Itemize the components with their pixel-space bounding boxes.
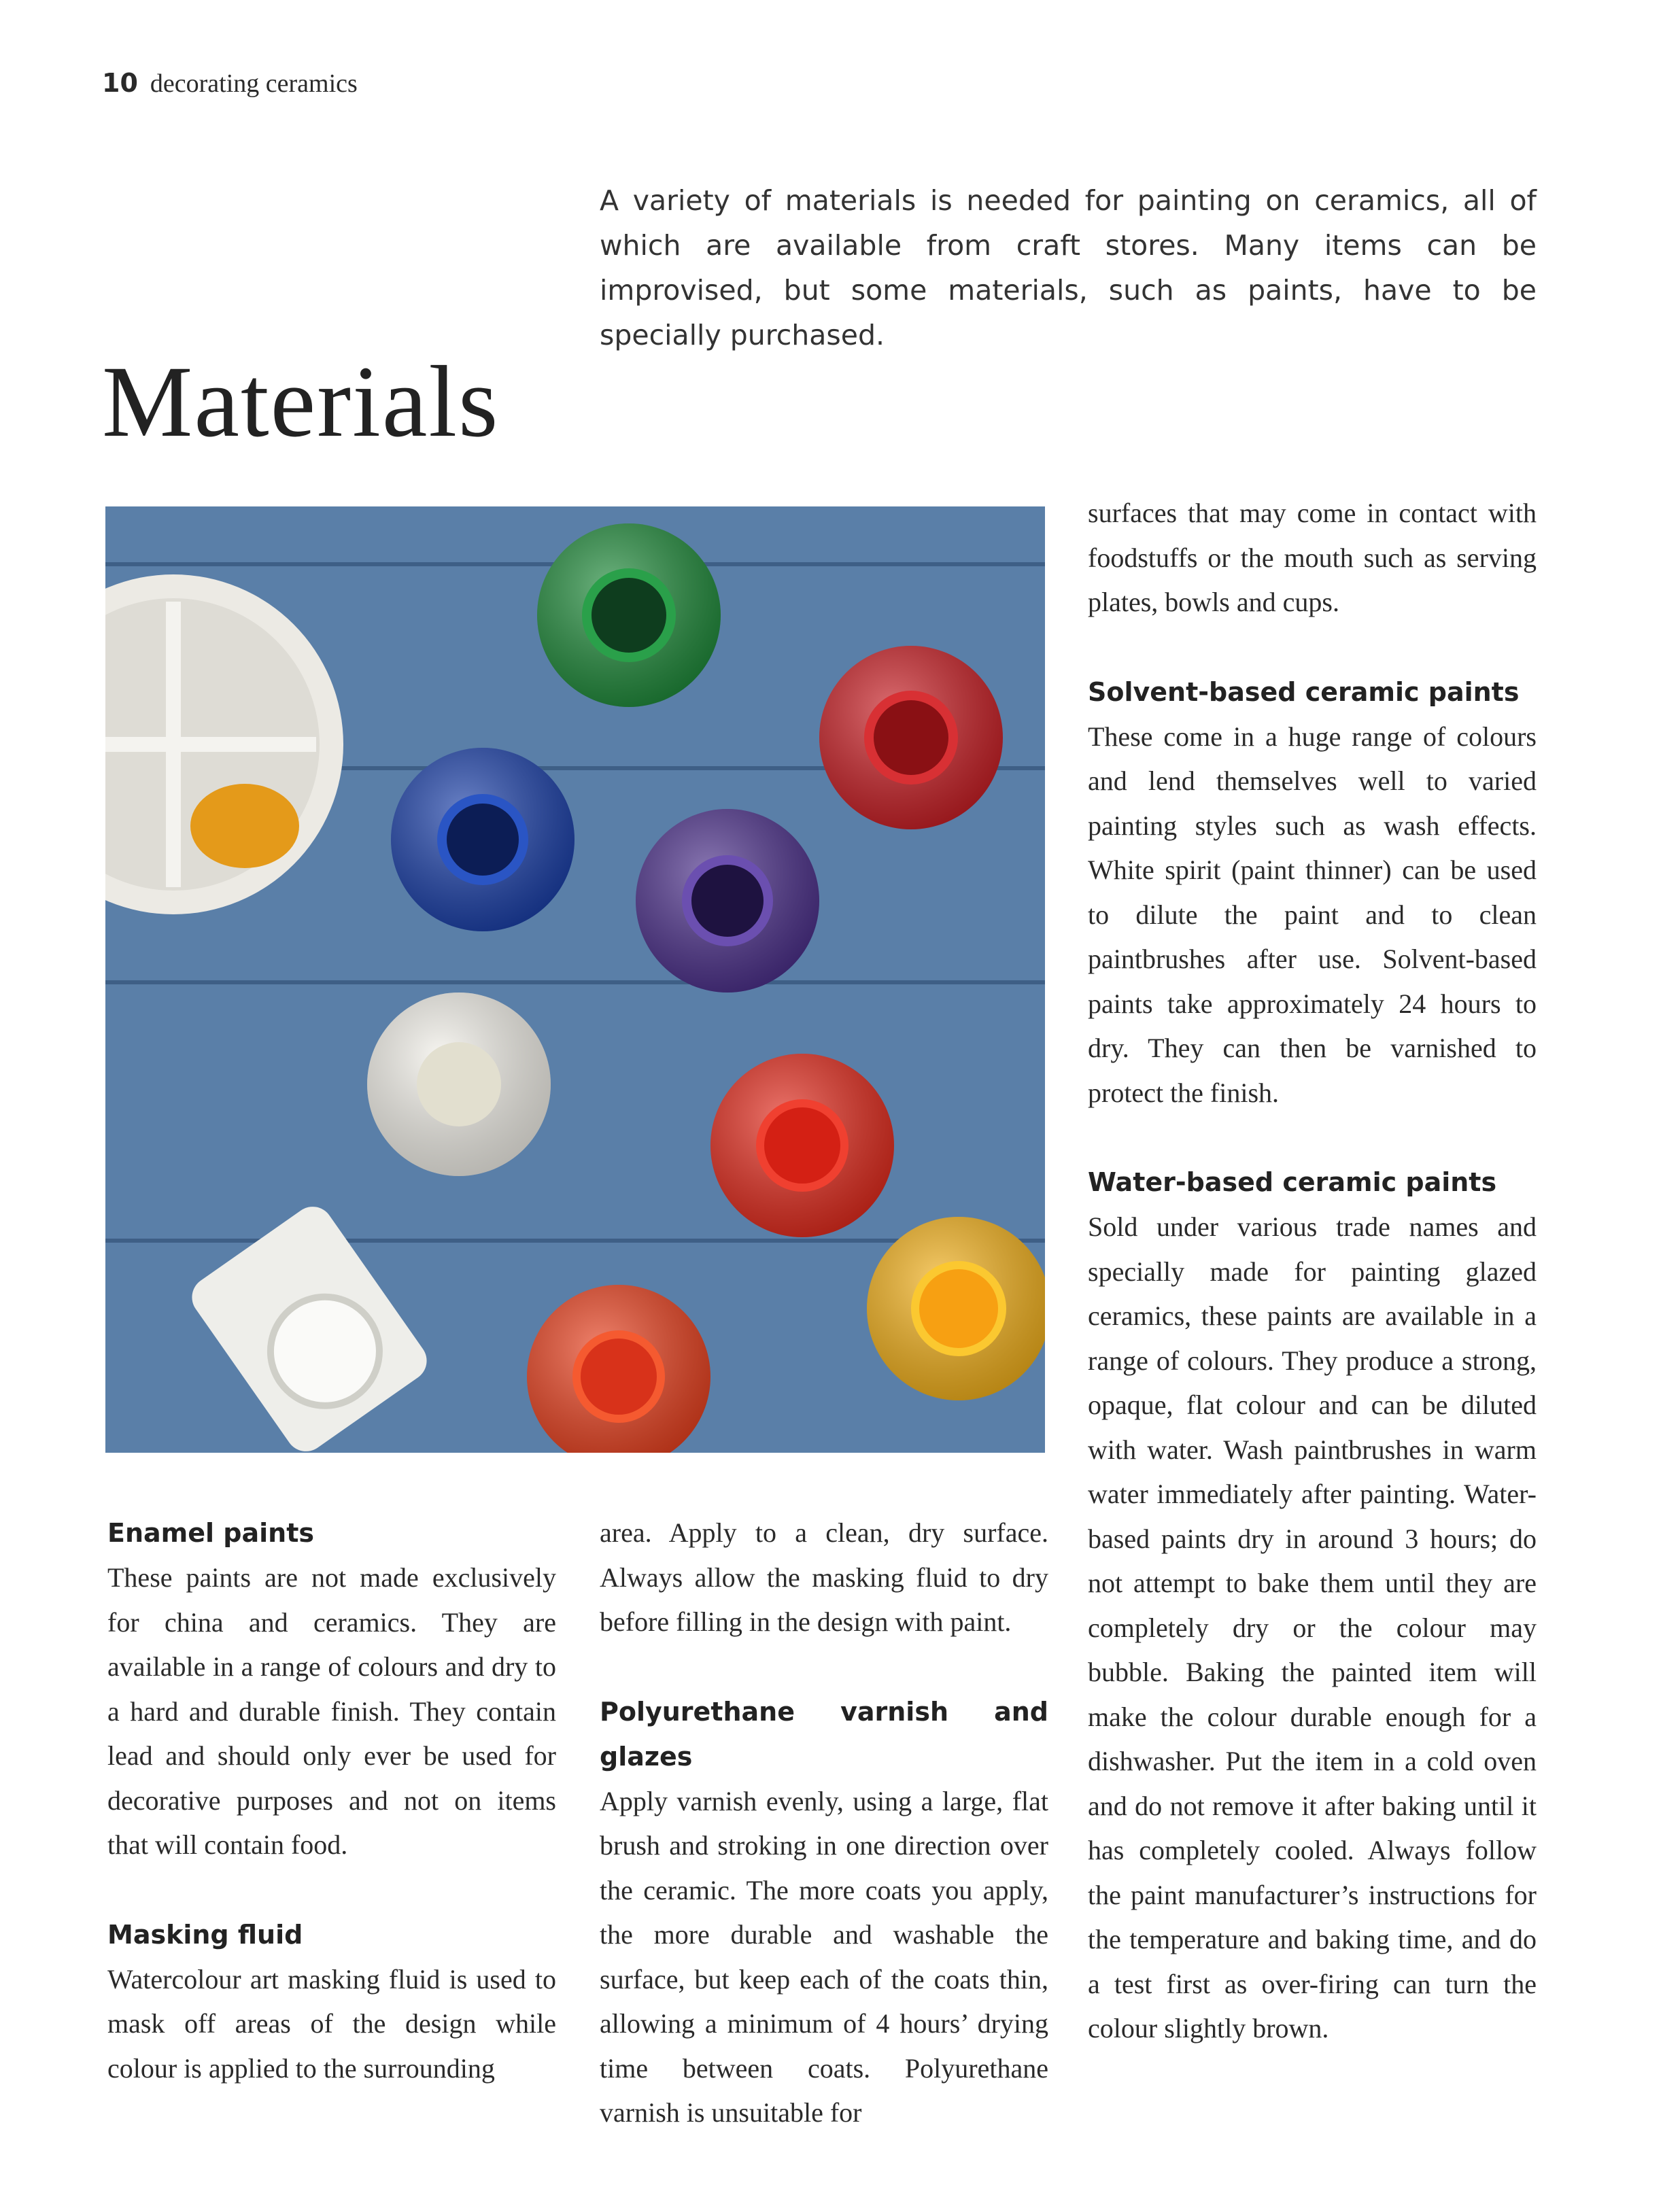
section-name: decorating ceramics (150, 69, 358, 98)
heading-water-based-paints: Water-based ceramic paints (1088, 1167, 1497, 1197)
paint-pot-green (537, 523, 721, 707)
heading-enamel-paints: Enamel paints (107, 1518, 314, 1548)
paint-pot-purple (636, 809, 819, 993)
column-left (107, 1511, 556, 2090)
paint-pot-red-orange (710, 1054, 894, 1237)
body-masking-fluid-cont: area. Apply to a clean, dry surface. Always allow the masking fluid to dry before filling in the design with paint. (600, 1517, 1048, 1637)
paint-pots-photo (105, 506, 1045, 1453)
column-middle (600, 1511, 1048, 2135)
body-masking-fluid: Watercolour art masking fluid is used to mask off areas of the design while colour is applied to the surrounding (107, 1963, 556, 2084)
heading-solvent-based-paints: Solvent-based ceramic paints (1088, 676, 1520, 707)
body-polyurethane-varnish: Apply varnish evenly, using a large, flat brush and stroking in one direction over the ceramic. The more coats you apply, the more durable and washable the surface, but keep each of the coats thin, allowing a minimum of 4 hours’ drying time between coats. Polyurethane varnish is unsuitable for (600, 1785, 1048, 2128)
intro-text: A variety of materials is needed for painting on ceramics, all of which are available from craft stores. Many items can be improvised, but some materials, such as paints, have to be specially purchased. (600, 184, 1537, 351)
body-polyurethane-varnish-cont: surfaces that may come in contact with foodstuffs or the mouth such as serving plates, bowls and cups. (1088, 498, 1537, 617)
running-header (102, 68, 358, 99)
paint-pot-blue (391, 748, 575, 931)
page-title: Materials (102, 345, 500, 458)
column-right (1088, 491, 1537, 2051)
body-enamel-paints: These paints are not made exclusively for china and ceramics. They are available in a range of colours and dry to a hard and durable finish. They contain lead and should only ever be used for decorative purposes and not on items that will contain food. (107, 1562, 556, 1860)
paint-pot-red (819, 646, 1003, 829)
heading-masking-fluid: Masking fluid (107, 1919, 303, 1950)
body-water-based-paints: Sold under various trade names and specially made for painting glazed ceramics, these paints are available in a range of colours. They produce a strong, opaque, flat colour and can be diluted with water. Wash paintbrushes in warm water immediately after painting. Water-based paints dry in around 3 hours; do not attempt to bake them until they are completely dry or the colour may bubble. Baking the painted item will make the colour durable enough for a dishwasher. Put the item in a cold oven and do not remove it after baking until it has completely cooled. Always follow the paint manufacturer’s instructions for the temperature and baking time, and do a test first as over-firing can turn the colour slightly brown. (1088, 1211, 1537, 2043)
page-number: 10 (102, 68, 138, 98)
paint-pot-yellow (867, 1217, 1045, 1400)
paint-pot-white (367, 993, 551, 1176)
heading-polyurethane-varnish: Polyurethane varnish and glazes (600, 1696, 1048, 1772)
body-solvent-based-paints: These come in a huge range of colours and lend themselves well to varied painting styles such as wash effects. White spirit (paint thinner) can be used to dilute the paint and to clean paintbrushes after use. Solvent-based paints take approximately 24 hours to dry. They can then be varnished to protect the finish. (1088, 721, 1537, 1108)
